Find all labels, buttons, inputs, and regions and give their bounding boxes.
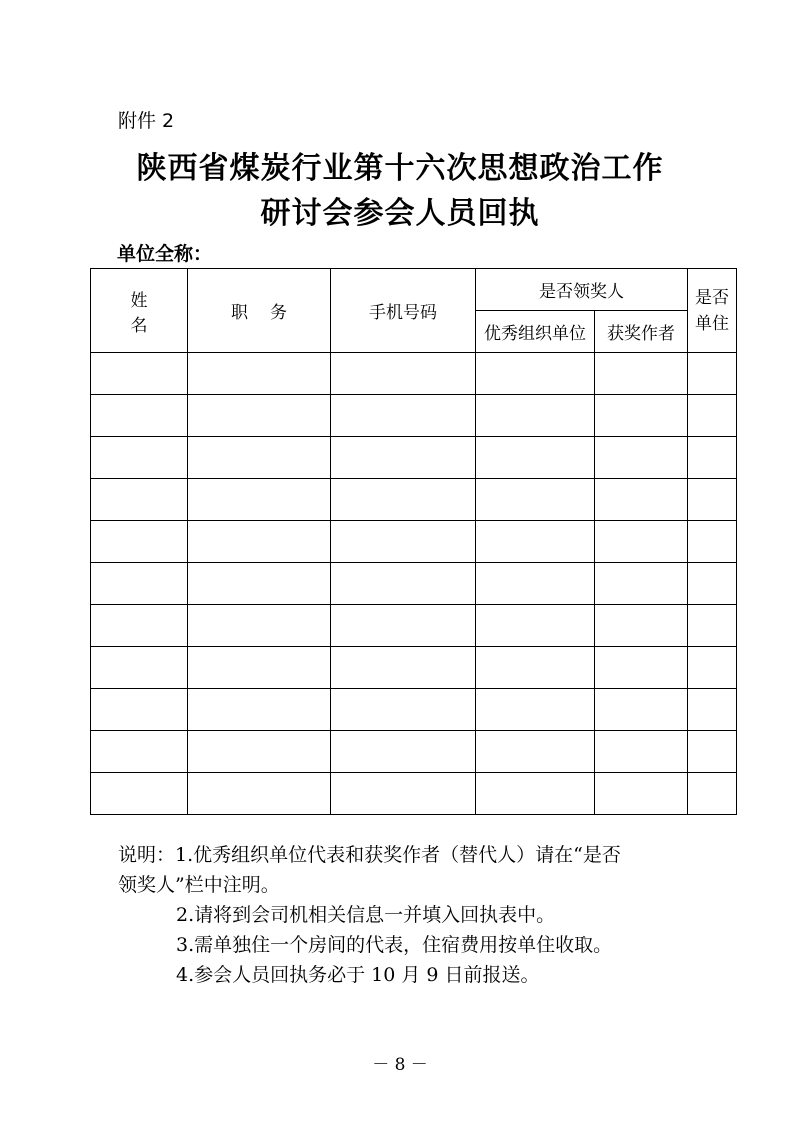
header-award-org: 优秀组织单位: [476, 311, 595, 353]
award-author-cell[interactable]: [595, 395, 688, 437]
header-position: 职务: [188, 269, 331, 353]
phone-cell[interactable]: [331, 773, 476, 815]
position-cell[interactable]: [188, 437, 331, 479]
unit-full-name-label: 单位全称：: [117, 243, 213, 265]
award-author-cell[interactable]: [595, 647, 688, 689]
award-author-cell[interactable]: [595, 353, 688, 395]
header-phone: 手机号码: [331, 269, 476, 353]
award-org-cell[interactable]: [476, 395, 595, 437]
award-org-cell[interactable]: [476, 689, 595, 731]
phone-cell[interactable]: [331, 437, 476, 479]
position-cell[interactable]: [188, 605, 331, 647]
phone-cell[interactable]: [331, 479, 476, 521]
position-cell[interactable]: [188, 479, 331, 521]
table-row: [91, 353, 737, 395]
award-author-cell[interactable]: [595, 605, 688, 647]
table-row: [91, 395, 737, 437]
name-cell[interactable]: [91, 731, 188, 773]
award-author-cell[interactable]: [595, 437, 688, 479]
table-row: [91, 689, 737, 731]
award-org-cell[interactable]: [476, 563, 595, 605]
position-cell[interactable]: [188, 353, 331, 395]
position-cell[interactable]: [188, 773, 331, 815]
header-single-room: 是否单住: [695, 287, 729, 334]
name-cell[interactable]: [91, 563, 188, 605]
name-cell[interactable]: [91, 395, 188, 437]
phone-cell[interactable]: [331, 731, 476, 773]
single-room-cell[interactable]: [688, 773, 737, 815]
attachment-label: 附件 2: [118, 110, 175, 132]
single-room-cell[interactable]: [688, 689, 737, 731]
note-line-4: 4.参会人员回执务必于 10 月 9 日前报送。: [176, 964, 540, 986]
single-room-cell[interactable]: [688, 647, 737, 689]
position-cell[interactable]: [188, 647, 331, 689]
position-cell[interactable]: [188, 395, 331, 437]
table-row: [91, 521, 737, 563]
name-cell[interactable]: [91, 521, 188, 563]
phone-cell[interactable]: [331, 605, 476, 647]
phone-cell[interactable]: [331, 395, 476, 437]
name-cell[interactable]: [91, 647, 188, 689]
header-award-group: 是否领奖人: [476, 269, 688, 311]
phone-cell[interactable]: [331, 647, 476, 689]
name-cell[interactable]: [91, 605, 188, 647]
note-line-2: 2.请将到会司机相关信息一并填入回执表中。: [176, 904, 556, 926]
single-room-cell[interactable]: [688, 563, 737, 605]
award-author-cell[interactable]: [595, 689, 688, 731]
single-room-cell[interactable]: [688, 353, 737, 395]
table-row: [91, 563, 737, 605]
name-cell[interactable]: [91, 353, 188, 395]
single-room-cell[interactable]: [688, 437, 737, 479]
page-number: － 8 －: [372, 1055, 428, 1075]
header-single-room-cell: [688, 269, 737, 353]
award-org-cell[interactable]: [476, 353, 595, 395]
award-org-cell[interactable]: [476, 773, 595, 815]
award-org-cell[interactable]: [476, 479, 595, 521]
position-cell[interactable]: [188, 563, 331, 605]
attendee-reply-table: [90, 268, 737, 815]
position-cell[interactable]: [188, 689, 331, 731]
note-line-3: 3.需单独住一个房间的代表，住宿费用按单住收取。: [176, 934, 613, 956]
note-line-1-cont: 领奖人”栏中注明。: [118, 874, 280, 896]
header-award-author: 获奖作者: [595, 311, 688, 353]
name-cell[interactable]: [91, 479, 188, 521]
phone-cell[interactable]: [331, 521, 476, 563]
single-room-cell[interactable]: [688, 521, 737, 563]
name-cell[interactable]: [91, 773, 188, 815]
single-room-cell[interactable]: [688, 479, 737, 521]
phone-cell[interactable]: [331, 689, 476, 731]
table-row: [91, 731, 737, 773]
award-org-cell[interactable]: [476, 605, 595, 647]
notes-section: [118, 840, 718, 990]
name-cell[interactable]: [91, 689, 188, 731]
award-org-cell[interactable]: [476, 521, 595, 563]
award-author-cell[interactable]: [595, 773, 688, 815]
award-org-cell[interactable]: [476, 731, 595, 773]
document-title-line-1: 陕西省煤炭行业第十六次思想政治工作: [136, 151, 664, 186]
award-org-cell[interactable]: [476, 437, 595, 479]
table-row: [91, 773, 737, 815]
table-row: [91, 479, 737, 521]
note-line-1: 说明：1.优秀组织单位代表和获奖作者（替代人）请在“是否: [118, 844, 621, 866]
table-row: [91, 605, 737, 647]
phone-cell[interactable]: [331, 563, 476, 605]
single-room-cell[interactable]: [688, 605, 737, 647]
award-org-cell[interactable]: [476, 647, 595, 689]
name-cell[interactable]: [91, 437, 188, 479]
header-name: 姓名: [91, 269, 188, 353]
table-body: [91, 353, 737, 815]
phone-cell[interactable]: [331, 353, 476, 395]
document-title-line-2: 研讨会参会人员回执: [260, 196, 540, 231]
single-room-cell[interactable]: [688, 731, 737, 773]
table-row: [91, 647, 737, 689]
position-cell[interactable]: [188, 521, 331, 563]
award-author-cell[interactable]: [595, 563, 688, 605]
award-author-cell[interactable]: [595, 521, 688, 563]
single-room-cell[interactable]: [688, 395, 737, 437]
table-row: [91, 437, 737, 479]
award-author-cell[interactable]: [595, 731, 688, 773]
position-cell[interactable]: [188, 731, 331, 773]
award-author-cell[interactable]: [595, 479, 688, 521]
